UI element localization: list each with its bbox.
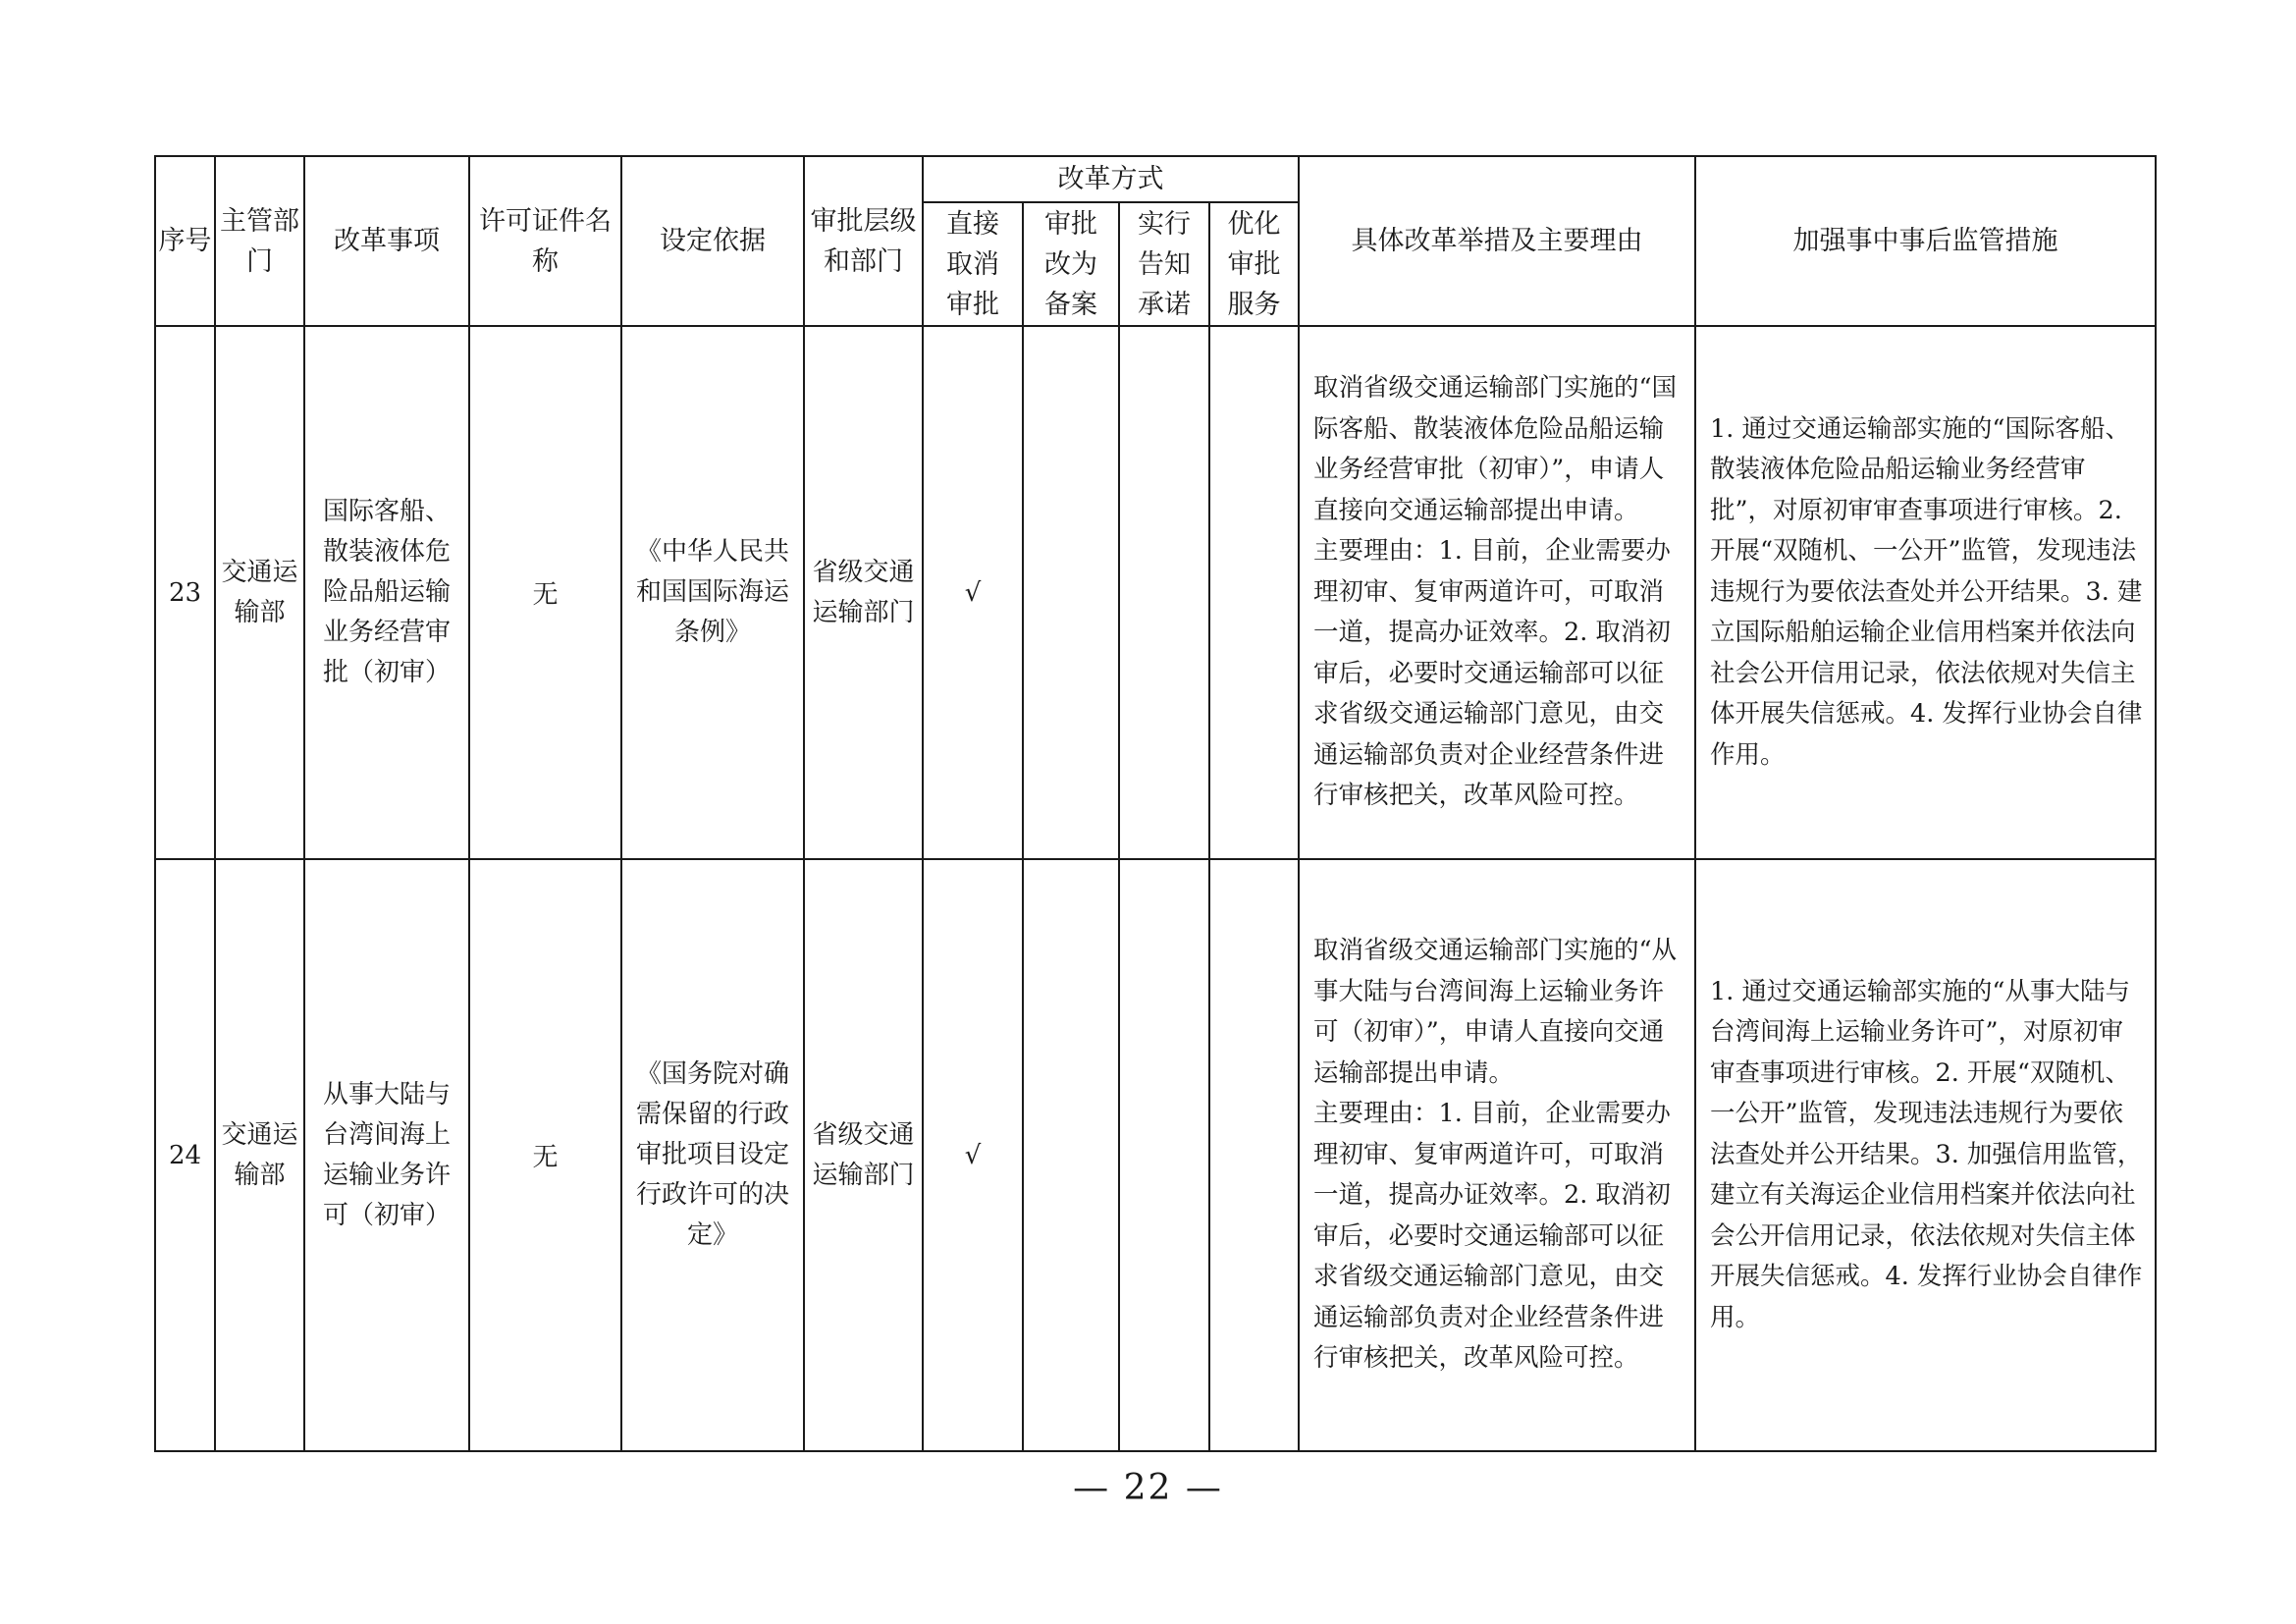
table-row [155, 326, 2156, 859]
row-cancel-check: √ [923, 326, 1023, 859]
header-method-filing: 审批改为备案 [1023, 202, 1119, 326]
header-supervision: 加强事中事后监管措施 [1695, 156, 2156, 326]
header-method-optimize: 优化审批服务 [1209, 202, 1299, 326]
row-reform-item: 从事大陆与台湾间海上运输业务许可（初审） [304, 859, 469, 1451]
row-optimize-check [1209, 326, 1299, 859]
row-license-name: 无 [469, 326, 621, 859]
header-basis: 设定依据 [621, 156, 804, 326]
row-basis: 《中华人民共和国国际海运条例》 [621, 326, 804, 859]
reform-table [154, 155, 2157, 1452]
row-license-name: 无 [469, 859, 621, 1451]
row-supervision-text: 1. 通过交通运输部实施的“国际客船、散装液体危险品船运输业务经营审批”，对原初审审查事项进行审核。2. 开展“双随机、一公开”监管，发现违法违规行为要依法查处并公开结果。3. 建立国际船舶运输企业信用档案并依法向社会公开信用记录，依法依规对失信主体开展失信惩戒。4. 发挥行业协会自律作用。 [1710, 413, 2143, 770]
header-measures: 具体改革举措及主要理由 [1299, 156, 1695, 326]
table-row [155, 859, 2156, 1451]
header-license-name: 许可证件名称 [469, 156, 621, 326]
row-seq: 23 [155, 326, 215, 859]
row-approval-level: 省级交通运输部门 [804, 859, 923, 1451]
row-approval-level: 省级交通运输部门 [804, 326, 923, 859]
row-optimize-check [1209, 859, 1299, 1451]
row-supervision [1695, 859, 2156, 1451]
row-filing-check [1023, 326, 1119, 859]
row-reason-text: 主要理由：1. 目前，企业需要办理初审、复审两道许可，可取消一道，提高办证效率。2. 取消初审后，必要时交通运输部可以征求省级交通运输部门意见，由交通运输部负责对企业经营条件进行审核把关，改革风险可控。 [1313, 1099, 1671, 1374]
row-notify-check [1119, 326, 1209, 859]
row-seq: 24 [155, 859, 215, 1451]
row-department: 交通运输部 [215, 326, 304, 859]
header-approval-level: 审批层级和部门 [804, 156, 923, 326]
row-measures [1299, 326, 1695, 859]
row-department: 交通运输部 [215, 859, 304, 1451]
row-filing-check [1023, 859, 1119, 1451]
row-cancel-check: √ [923, 859, 1023, 1451]
header-method-cancel: 直接取消审批 [923, 202, 1023, 326]
row-measures-text: 取消省级交通运输部门实施的“国际客船、散装液体危险品船运输业务经营审批（初审）”，申请人直接向交通运输部提出申请。 [1313, 373, 1678, 525]
row-measures-text: 取消省级交通运输部门实施的“从事大陆与台湾间海上运输业务许可（初审）”，申请人直接向交通运输部提出申请。 [1313, 936, 1678, 1088]
header-seq: 序号 [155, 156, 215, 326]
page-number: — 22 — [1073, 1468, 1223, 1508]
row-basis: 《国务院对确需保留的行政审批项目设定行政许可的决定》 [621, 859, 804, 1451]
header-reform-method: 改革方式 [923, 156, 1299, 202]
row-supervision-text: 1. 通过交通运输部实施的“从事大陆与台湾间海上运输业务许可”，对原初审审查事项进行审核。2. 开展“双随机、一公开”监管，发现违法违规行为要依法查处并公开结果。3. 加强信用监管，建立有关海运企业信用档案并依法向社会公开信用记录，依法依规对失信主体开展失信惩戒。4. 发挥行业协会自律作用。 [1710, 976, 2143, 1332]
row-reason-text: 主要理由：1. 目前，企业需要办理初审、复审两道许可，可取消一道，提高办证效率。2. 取消初审后，必要时交通运输部可以征求省级交通运输部门意见，由交通运输部负责对企业经营条件进行审核把关，改革风险可控。 [1313, 536, 1671, 811]
header-method-notify: 实行告知承诺 [1119, 202, 1209, 326]
header-department: 主管部门 [215, 156, 304, 326]
header-reform-item: 改革事项 [304, 156, 469, 326]
row-notify-check [1119, 859, 1209, 1451]
row-supervision [1695, 326, 2156, 859]
row-measures [1299, 859, 1695, 1451]
row-reform-item: 国际客船、散装液体危险品船运输业务经营审批（初审） [304, 326, 469, 859]
